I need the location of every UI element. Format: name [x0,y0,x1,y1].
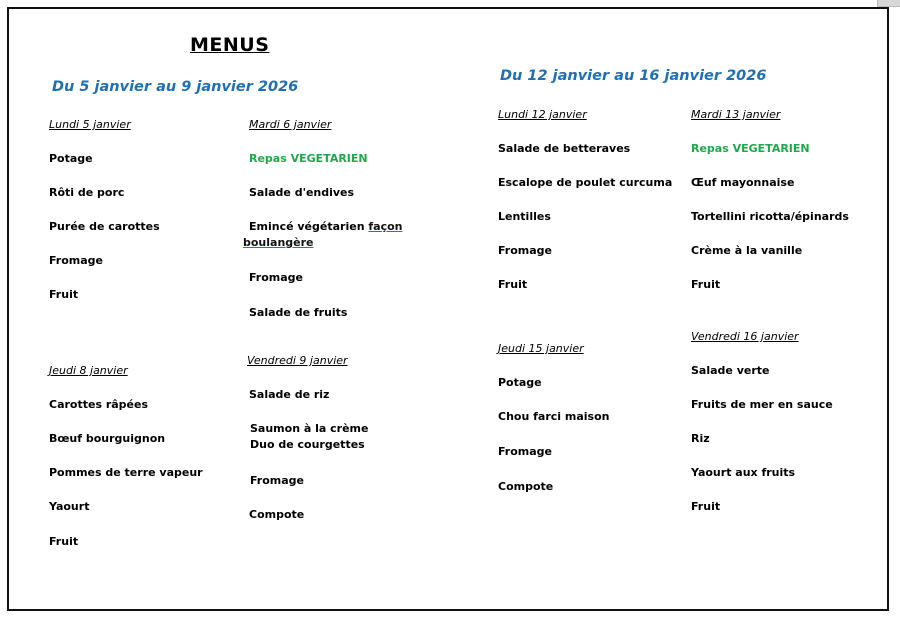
day-lundi-12: Lundi 12 janvier [498,108,587,121]
day-lundi-5: Lundi 5 janvier [49,118,131,131]
dish-emince-text: Emincé végétarien [249,220,369,233]
dish: Riz [691,432,710,445]
dish: Potage [498,376,542,389]
dish: Fromage [498,244,553,257]
dish: Yaourt [49,500,90,513]
dish: Yaourt aux fruits [691,466,796,479]
dish: Fruit [691,278,721,291]
dish: Fromage [49,254,104,267]
dish: Fruit [691,500,721,513]
dish: Salade de riz [249,388,330,401]
dish: Bœuf bourguignon [49,432,166,445]
dish: Duo de courgettes [250,438,365,451]
vegetarian-label: Repas VEGETARIEN [249,152,368,165]
day-mardi-13: Mardi 13 janvier [691,108,781,121]
dish: Carottes râpées [49,398,149,411]
week2-title: Du 12 janvier au 16 janvier 2026 [500,68,767,84]
dish: Compote [249,508,305,521]
dish: Fruit [49,288,79,301]
day-vendredi-16: Vendredi 16 janvier [691,330,799,343]
dish: Salade de fruits [249,306,348,319]
dish-emince [249,220,402,234]
day-mardi-6: Mardi 6 janvier [249,118,332,131]
dish: Tortellini ricotta/épinards [691,210,849,223]
day-vendredi-9: Vendredi 9 janvier [247,354,348,367]
dish: Fruit [498,278,528,291]
page-frame [7,7,889,611]
window-corner [877,0,900,7]
dish: Compote [498,480,554,493]
dish: Lentilles [498,210,551,223]
dish: Œuf mayonnaise [691,176,795,189]
dish: Fromage [250,474,305,487]
dish: Salade verte [691,364,770,377]
dish: Salade de betteraves [498,142,631,155]
dish: Crème à la vanille [691,244,803,257]
dish: Fromage [498,445,553,458]
dish: Fruit [49,535,79,548]
page-title: MENUS [190,34,270,56]
week1-title: Du 5 janvier au 9 janvier 2026 [52,79,299,95]
dish: Fruits de mer en sauce [691,398,833,411]
dish: Escalope de poulet curcuma [498,176,673,189]
dish: Pommes de terre vapeur [49,466,203,479]
dish: Chou farci maison [498,410,610,423]
dish: Salade d'endives [249,186,355,199]
dish: Rôti de porc [49,186,125,199]
vegetarian-label: Repas VEGETARIEN [691,142,810,155]
dish-emince-link: façon [368,220,403,233]
dish: Saumon à la crème [250,422,369,435]
dish: Potage [49,152,93,165]
day-jeudi-15: Jeudi 15 janvier [498,342,584,355]
dish-emince-link-2: boulangère [243,236,314,249]
dish: Purée de carottes [49,220,160,233]
day-jeudi-8: Jeudi 8 janvier [49,364,128,377]
dish: Fromage [249,271,304,284]
